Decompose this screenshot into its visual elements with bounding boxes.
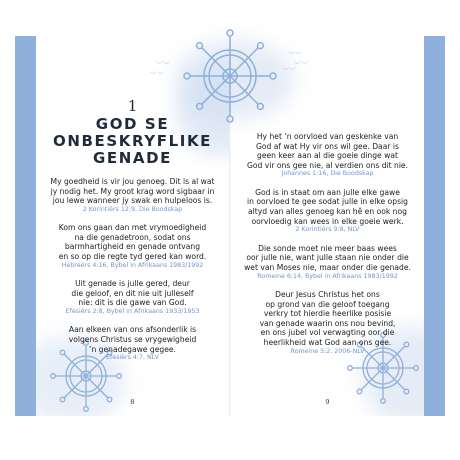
- seagull-icon: ︶︶: [150, 71, 164, 79]
- verse-line: altyd van alles genoeg kan hê en ook nog: [248, 207, 407, 217]
- verse-line: wet van Moses nie, maar onder die genade.: [244, 262, 411, 272]
- verse-line: Kom ons gaan dan met vrymoedigheid: [58, 223, 207, 233]
- verse-line: heerlikheid wat God aan ons gee.: [263, 338, 392, 347]
- verse-reference: Efesiërs 2:8, Bybel in Afrikaans 1933/1953: [65, 307, 200, 315]
- verse-line: ’n genadegawe gegee.: [89, 344, 176, 354]
- chapter-number: 1: [127, 97, 138, 115]
- seagull-icon: ︶︶: [156, 61, 170, 69]
- verse-line: Die sonde moet nie meer baas wees: [258, 243, 397, 253]
- verse-reference: Efesiërs 4:7, NLV: [106, 354, 159, 362]
- verse-reference: Romeine 5:2, 2006-NLV: [290, 347, 365, 355]
- verse-line: Aan elkeen van ons afsonderlik is: [68, 325, 197, 335]
- right-page-content: [231, 132, 424, 356]
- chapter-title-line: GOD SE: [95, 115, 170, 133]
- verse-reference: 2 Korintiërs 9:8, NLV: [295, 226, 360, 234]
- verse-block: [231, 244, 424, 281]
- verse-line: nie: dit is die gawe van God.: [78, 298, 187, 308]
- verse-line: oorvloedig kan wees in elke goeie werk.: [251, 216, 404, 226]
- verse-line: die geloof, en dit nie uit julleself: [71, 288, 194, 298]
- verse-line: God af wat Hy vir ons wil gee. Daar is: [256, 141, 399, 151]
- seagull-icon: ︶︶: [288, 51, 302, 59]
- verse-reference: Hebreërs 4:16, Bybel in Afrikaans 1983/1992: [61, 261, 204, 269]
- verse-block: [36, 325, 229, 362]
- verse-reference: Romeine 6:14, Bybel in Afrikaans 1983/1992: [257, 272, 398, 280]
- seagull-icon: ︶︶: [282, 67, 296, 75]
- verse-line: van genade waarin ons nou bevind,: [259, 318, 396, 328]
- verse-reference: Johannes 1:16, Die Boodskap: [281, 170, 374, 178]
- ship-wheel-icon: [180, 26, 280, 126]
- verse-block: [231, 188, 424, 235]
- verse-line: oor julle nie, want julle staan nie onder die: [246, 253, 409, 263]
- verse-line: na die genadetroon, sodat ons: [74, 232, 191, 242]
- verse-line: volgens Christus se vrygewigheid: [68, 335, 197, 345]
- verse-reference: 2 Korintiërs 12:9, Die Boodskap: [82, 205, 183, 213]
- verse-line: Uit genade is julle gered, deur: [75, 279, 190, 289]
- verse-line: Deur Jesus Christus het ons: [275, 290, 380, 300]
- seagull-icon: ︶︶: [294, 61, 308, 69]
- verse-line: jy nodig het. My groot krag word sigbaar in: [50, 186, 215, 196]
- page-number: 9: [325, 398, 330, 406]
- verse-line: verkry tot hierdie heerlike posisie: [263, 309, 392, 319]
- verse-line: jou lewe wanneer jy swak en hulpeloos is.: [52, 196, 213, 206]
- verse-line: My goedheid is vir jou genoeg. Dit is al wat: [50, 177, 215, 186]
- verse-block: [231, 290, 424, 356]
- verse-block: [36, 223, 229, 270]
- verse-block: [36, 177, 229, 214]
- verse-line: in oorvloed te gee sodat julle in elke opsig: [247, 197, 408, 207]
- verse-line: op grond van die geloof toegang: [265, 299, 390, 309]
- verse-block: [231, 132, 424, 179]
- left-page-content: [36, 98, 229, 363]
- chapter-title-line: ONBESKRYFLIKE: [52, 132, 213, 150]
- verse-line: en ons jubel vol verwagting oor die: [260, 328, 395, 338]
- verse-line: Hy het ’n oorvloed van geskenke van: [256, 132, 399, 141]
- page-number: 8: [130, 398, 135, 406]
- verse-line: en so op die regte tyd gered kan word.: [58, 252, 207, 262]
- verse-line: geen keer aan al die goeie dinge wat: [257, 151, 398, 161]
- verse-line: barmhartigheid en genade ontvang: [64, 242, 201, 252]
- chapter-title-line: GENADE: [92, 149, 173, 167]
- verse-block: [36, 279, 229, 316]
- verse-line: God is in staat om aan julle elke gawe: [255, 187, 400, 197]
- verse-line: God vir ons gee nie, al verdien ons dit nie.: [246, 160, 409, 170]
